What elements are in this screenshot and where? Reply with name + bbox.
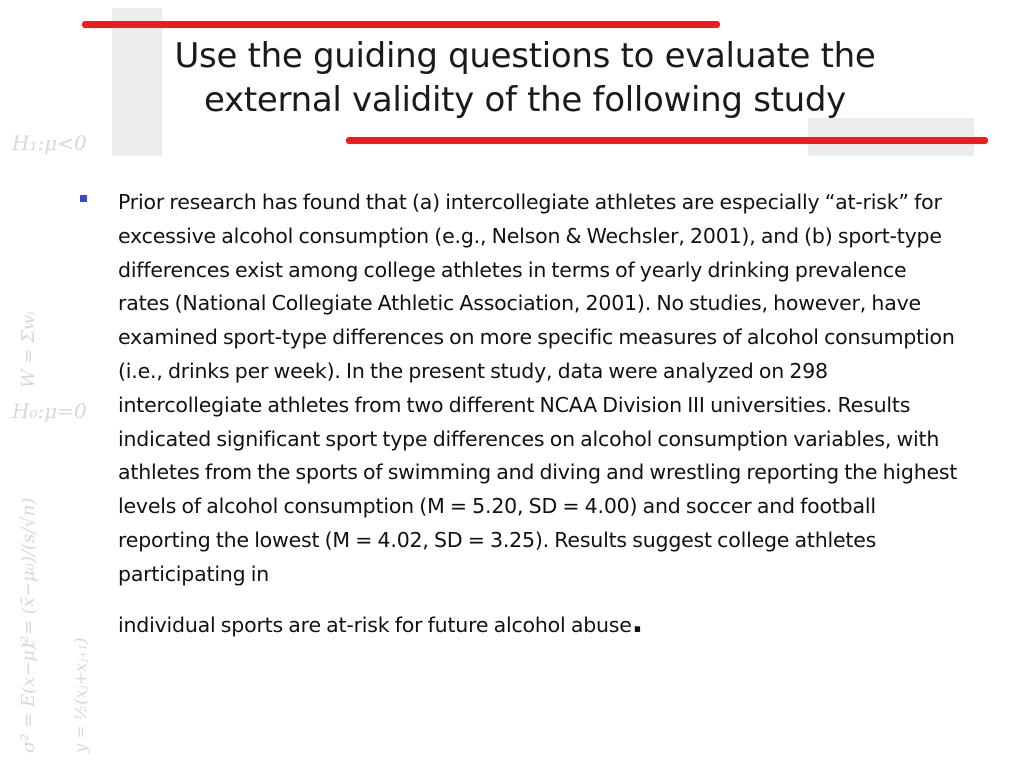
bullet-square-icon <box>80 195 87 202</box>
watermark-formula: y = ½(xⱼ+xⱼ₊₁) <box>71 637 90 753</box>
decorative-red-bar-top <box>82 21 720 28</box>
watermark-formula: H₁:μ<0 <box>12 131 87 155</box>
slide-title-line-2: external validity of the following study <box>204 80 846 120</box>
bullet-list <box>78 186 958 642</box>
final-line-text: individual sports are at-risk for future alcohol abuse <box>118 612 632 637</box>
bullet-item <box>78 186 958 642</box>
watermark-formula: σ² = E(x−μ)² <box>18 635 39 753</box>
watermark-formula: H₀:μ=0 <box>12 399 87 423</box>
slide-title <box>100 34 950 122</box>
decorative-red-bar-bottom <box>346 137 988 144</box>
watermark-formula: W = Σwᵢ <box>18 311 39 388</box>
study-abstract-text: Prior research has found that (a) intercollegiate athletes are especially “at-risk” for excessive alcohol consumption (e.g., Nelson & Wechsler, 2001), and (b) sport-type differences exist among college athletes in terms of yearly drinking prevalence rates (National Collegiate Athletic Association, 2001). No studies, however, have examined sport-type differences on more specific measures of alcohol consumption (i.e., drinks per week). In the present study, data were analyzed on 298 intercollegiate athletes from two different NCAA Division III universities. Results indicated significant sport type differences on alcohol consumption variables, with athletes from the sports of swimming and diving and wrestling reporting the highest levels of alcohol consumption (M = 5.20, SD = 4.00) and soccer and football reporting the lowest (M = 4.02, SD = 3.25). Results suggest college athletes participating in <box>118 190 958 586</box>
study-abstract-final-line <box>118 604 958 642</box>
slide-title-line-1: Use the guiding questions to evaluate the <box>174 36 876 76</box>
watermark-formula: t = (x̄−μ₀)/(s/√n) <box>18 497 39 648</box>
final-period: . <box>631 604 643 640</box>
